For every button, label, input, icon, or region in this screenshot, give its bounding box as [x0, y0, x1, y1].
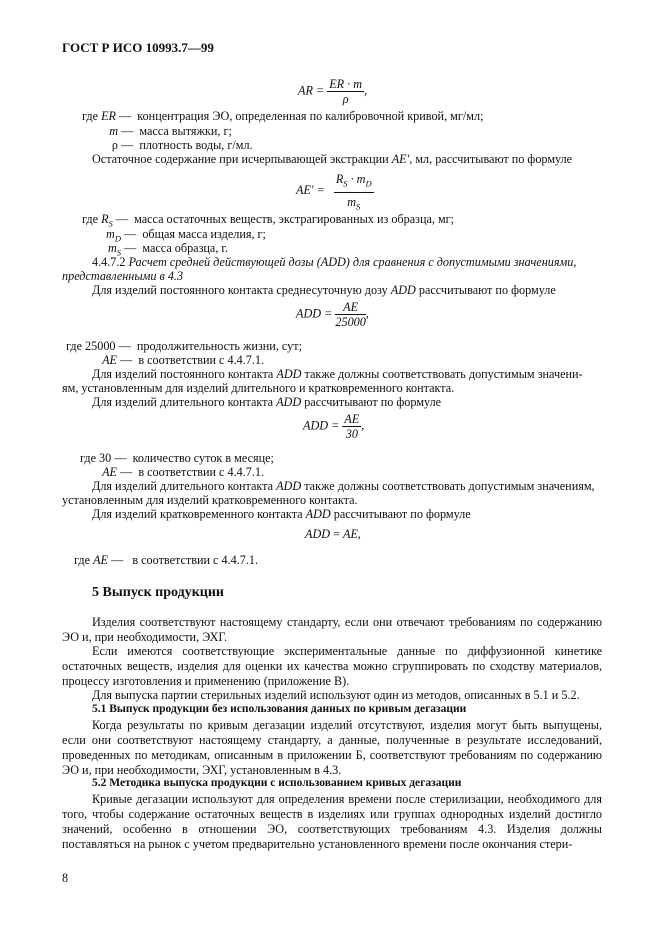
symbol: R: [101, 212, 109, 226]
paragraph-text: Для выпуска партии стерильных изделий используют один из методов, описанных в 5.1 и 5.2.: [92, 688, 580, 702]
definition-text: продолжительность жизни, сут;: [136, 339, 302, 353]
formula-ar: [298, 77, 367, 106]
formula-add-ae: [305, 527, 361, 542]
text-run: Для изделий постоянного контакта: [92, 367, 277, 381]
paragraph-text: Если имеются соответствующие экспериментальные данные по диффузионной кинетике остаточных веществ, изделия для оценки их качества можно сгруппировать по сходству материалов, процессу изготовления и применению (приложение В).: [62, 644, 602, 688]
definition-dash: —: [118, 339, 131, 353]
definition-dash: —: [119, 109, 132, 123]
paragraph-5-3: [62, 688, 602, 703]
numerator: [334, 170, 374, 193]
where-label: где: [82, 212, 99, 226]
symbol: m: [106, 227, 115, 241]
paragraph-permanent-contact-2-cont: ям, установленным для изделий длительного и кратковременного контакта.: [62, 381, 455, 395]
paragraph-permanent-contact: [92, 283, 556, 298]
paragraph-long-contact-2: [92, 479, 595, 494]
paragraph-5-2: [62, 644, 602, 689]
formula-ae: [296, 170, 374, 216]
paragraph-text: Кривые дегазации используют для определения времени после стерилизации, необходимого для того, чтобы содержание остаточных веществ в изделиях или группах однородных изделий достигло значений, особенно в отношении ЭО, соответствующих требованиям 4.3. Изделия должны поставляться на рынок с учетом предварительно установленного времени после окончания стери-: [62, 792, 602, 851]
section-number: 4.4.7.2: [92, 255, 129, 269]
definition-text: концентрация ЭО, определенная по калибровочной кривой, мг/мл;: [137, 109, 484, 123]
definition-text: в соответствии с 4.4.7.1.: [138, 465, 265, 479]
fraction: [342, 412, 361, 441]
text-run: Для изделий длительного контакта: [92, 479, 277, 493]
operator: =: [330, 527, 344, 541]
numerator: AE: [335, 300, 365, 315]
definition-row: [80, 451, 274, 466]
definition-row: [104, 124, 232, 139]
definition-text: масса вытяжки, г;: [139, 124, 232, 138]
definition-symbol: [101, 212, 113, 229]
symbol: m: [107, 241, 117, 255]
definition-dash: —: [121, 124, 134, 138]
fraction: [334, 170, 374, 216]
formula-lhs: ADD =: [296, 306, 333, 321]
definition-text: масса образца, г.: [142, 241, 229, 255]
definition-symbol: AE: [93, 553, 108, 567]
definition-symbol: где 30: [80, 451, 112, 465]
formula-tail: ,: [364, 83, 368, 98]
paragraph-5-2-body: [62, 792, 602, 852]
formula-tail: ,: [361, 418, 365, 433]
where-label: где: [82, 109, 99, 123]
numerator: AE: [344, 412, 360, 426]
denominator: 30: [345, 427, 358, 441]
definition-symbol: m: [109, 124, 118, 138]
text-run: рассчитывают по формуле: [330, 507, 471, 521]
where-label: где: [74, 553, 94, 567]
formula-add-30: [303, 412, 364, 441]
symbol: m: [347, 195, 356, 210]
definition-symbol: ρ: [111, 138, 118, 152]
text-run: Для изделий кратковременного контакта: [92, 507, 306, 521]
subscript: S: [116, 247, 121, 258]
text-run: Остаточное содержание при исчерпывающей экстракции: [92, 152, 392, 166]
symbol: AE: [343, 527, 358, 541]
subscript: S: [356, 201, 361, 212]
symbol: AE': [391, 152, 410, 166]
text-run: также должны соответствовать допустимым значени-: [301, 367, 583, 381]
paragraph-long-contact-2-cont: установленным для изделий кратковременного контакта.: [62, 493, 358, 507]
formula-lhs: AE' =: [296, 182, 325, 197]
definition-text: количество суток в месяце;: [132, 451, 274, 465]
definition-dash: —: [120, 465, 133, 479]
formula-add-25000: [296, 300, 369, 329]
paragraph-text: Изделия соответствуют настоящему стандарту, если они отвечают требованиям по содержанию ЭО и, при необходимости, ЭХГ.: [62, 615, 602, 644]
definition-row: [104, 138, 253, 153]
subscript: D: [365, 178, 372, 189]
document-header: ГОСТ Р ИСО 10993.7—99: [62, 40, 214, 55]
subscript: S: [343, 178, 348, 189]
definition-row: [66, 339, 302, 354]
fraction: [335, 300, 365, 329]
definition-row: [82, 212, 454, 228]
symbol: ADD: [276, 479, 302, 493]
text-run: , мл, рассчитывают по формуле: [409, 152, 573, 166]
definition-dash: —: [107, 553, 124, 567]
symbol: ADD: [276, 395, 302, 409]
numerator: ER · m: [329, 77, 363, 91]
definition-row: [66, 353, 264, 368]
formula-lhs: ADD =: [303, 418, 340, 433]
definition-symbol: AE: [102, 465, 117, 479]
definition-dash: —: [124, 227, 137, 241]
paragraph-5-1: [62, 615, 602, 645]
subsection-4472: [92, 255, 576, 270]
section-heading: 5 Выпуск продукции: [92, 585, 224, 600]
definition-row: [82, 109, 483, 124]
text-run: Для изделий длительного контакта: [92, 395, 277, 409]
symbol: ADD: [390, 283, 416, 297]
subsection-4472-cont: представленными в 4.3: [62, 269, 184, 283]
symbol: · m: [347, 172, 366, 186]
page-number: 8: [62, 871, 69, 885]
subscript: S: [108, 218, 113, 229]
definition-dash: —: [114, 451, 127, 465]
definition-dash: —: [121, 138, 134, 152]
fraction: [327, 77, 364, 106]
text-run: Для изделий постоянного контакта среднесуточную дозу: [92, 283, 391, 297]
section-title: Расчет средней действующей дозы (ADD) для сравнения с допустимыми значениями,: [128, 255, 577, 269]
subsection-heading-5-2: 5.2 Методика выпуска продукции с использованием кривых дегазации: [92, 777, 462, 789]
paragraph-text: Когда результаты по кривым дегазации изделий отсутствуют, изделия могут быть выпущены, если они соответствуют настоящему стандарту, а данные, полученные в результате исследований, проведенных по методикам, описанным в приложении Б, соответствуют требованиям по содержанию ЭО и, при необходимости, ЭХГ, установленным в 4.3.: [62, 718, 602, 777]
denominator: 25000: [335, 315, 366, 329]
denominator: ρ: [342, 92, 349, 106]
definition-symbol: AE: [102, 353, 117, 367]
subsection-heading-5-1: 5.1 Выпуск продукции без использования данных по кривым дегазации: [92, 703, 467, 715]
subscript: D: [114, 233, 121, 244]
definition-text: в соответствии с 4.4.7.1.: [138, 353, 265, 367]
definition-text: общая масса изделия, г;: [142, 227, 266, 241]
text-run: рассчитывают по формуле: [415, 283, 556, 297]
definition-dash: —: [115, 212, 128, 226]
paragraph-ae: [92, 152, 572, 167]
symbol: ADD: [276, 367, 302, 381]
symbol: R: [335, 172, 344, 186]
definition-text: в соответствии с 4.4.7.1.: [132, 553, 259, 567]
formula-lhs: AR =: [298, 83, 325, 98]
definition-text: плотность воды, г/мл.: [139, 138, 253, 152]
paragraph-short-contact: [92, 507, 471, 522]
text-run: рассчитывают по формуле: [301, 395, 442, 409]
symbol: ADD: [305, 527, 331, 541]
formula-tail: ,: [357, 527, 361, 541]
paragraph-long-contact: [92, 395, 441, 410]
definition-row: [74, 553, 258, 568]
symbol: ADD: [305, 507, 331, 521]
definition-row: [80, 465, 264, 480]
paragraph-5-1-body: [62, 718, 602, 778]
text-run: также должны соответствовать допустимым значениям,: [301, 479, 595, 493]
definition-symbol: ER: [101, 109, 116, 123]
definition-text: масса остаточных веществ, экстрагированных из образца, мг;: [134, 212, 455, 226]
definition-symbol: где 25000: [66, 339, 116, 353]
paragraph-permanent-contact-2: [92, 367, 583, 382]
formula-tail: ,: [365, 306, 369, 321]
definition-dash: —: [120, 353, 133, 367]
definition-dash: —: [124, 241, 137, 255]
